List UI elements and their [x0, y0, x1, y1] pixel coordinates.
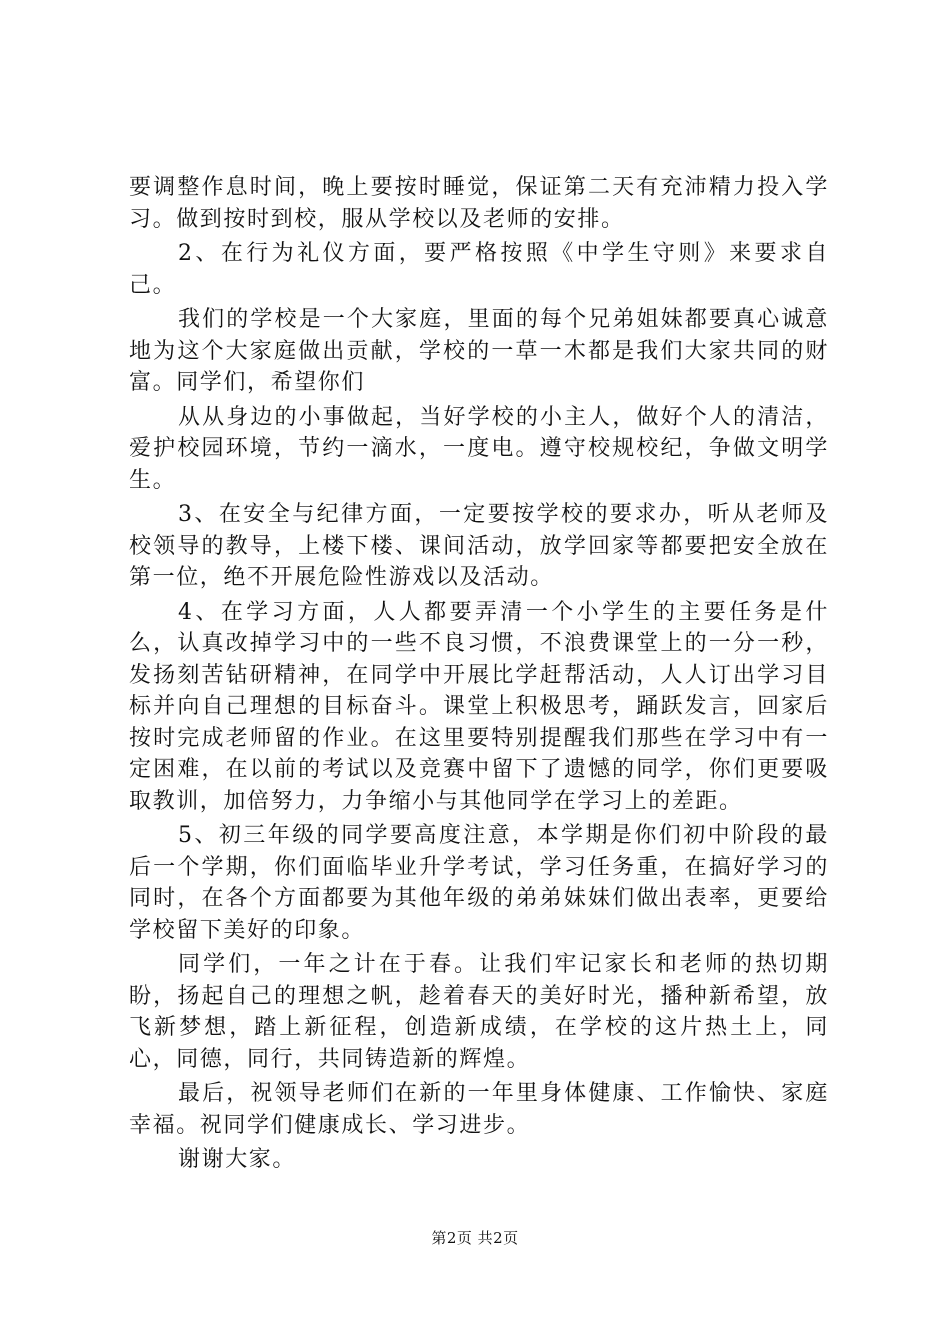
paragraph-5: 3、在安全与纪律方面，一定要按学校的要求办，听从老师及校领导的教导，上楼下楼、课间活动，放学回家等都要把安全放在第一位，绝不开展危险性游戏以及活动。: [129, 502, 829, 590]
paragraph-10: 谢谢大家。: [178, 1147, 297, 1172]
paragraph-3: 我们的学校是一个大家庭，里面的每个兄弟姐妹都要真心诚意地为这个大家庭做出贡献，学校的一草一木都是我们大家共同的财富。同学们，希望你们: [129, 307, 829, 395]
page-footer: [0, 1228, 950, 1248]
paragraph-9: 最后，祝领导老师们在新的一年里身体健康、工作愉快、家庭幸福。祝同学们健康成长、学习进步。: [129, 1081, 829, 1138]
paragraph-1: 要调整作息时间，晚上要按时睡觉，保证第二天有充沛精力投入学习。做到按时到校，服从学校以及老师的安排。: [129, 175, 829, 232]
document-body: [129, 172, 829, 1179]
page-number-label: 第2页 共2页: [431, 1229, 519, 1247]
paragraph-2: 2、在行为礼仪方面，要严格按照《中学生守则》来要求自己。: [129, 241, 829, 298]
paragraph-7: 5、初三年级的同学要高度注意，本学期是你们初中阶段的最后一个学期，你们面临毕业升学考试，学习任务重，在搞好学习的同时，在各个方面都要为其他年级的弟弟妹妹们做出表率，更要给学校留下美好的印象。: [129, 823, 829, 943]
paragraph-6: 4、在学习方面，人人都要弄清一个小学生的主要任务是什么，认真改掉学习中的一些不良习惯，不浪费课堂上的一分一秒，发扬刻苦钻研精神，在同学中开展比学赶帮活动，人人订出学习目标并向自己理想的目标奋斗。课堂上积极思考，踊跃发言，回家后按时完成老师留的作业。在这里要特别提醒我们那些在学习中有一定困难，在以前的考试以及竞赛中留下了遗憾的同学，你们更要吸取教训，加倍努力，力争缩小与其他同学在学习上的差距。: [129, 599, 829, 814]
paragraph-4: 从从身边的小事做起，当好学校的小主人，做好个人的清洁，爱护校园环境，节约一滴水，一度电。遵守校规校纪，争做文明学生。: [129, 404, 829, 493]
paragraph-8: 同学们，一年之计在于春。让我们牢记家长和老师的热切期盼，扬起自己的理想之帆，趁着春天的美好时光，播种新希望，放飞新梦想，踏上新征程，创造新成绩，在学校的这片热土上，同心，同德，同行，共同铸造新的辉煌。: [129, 952, 829, 1072]
